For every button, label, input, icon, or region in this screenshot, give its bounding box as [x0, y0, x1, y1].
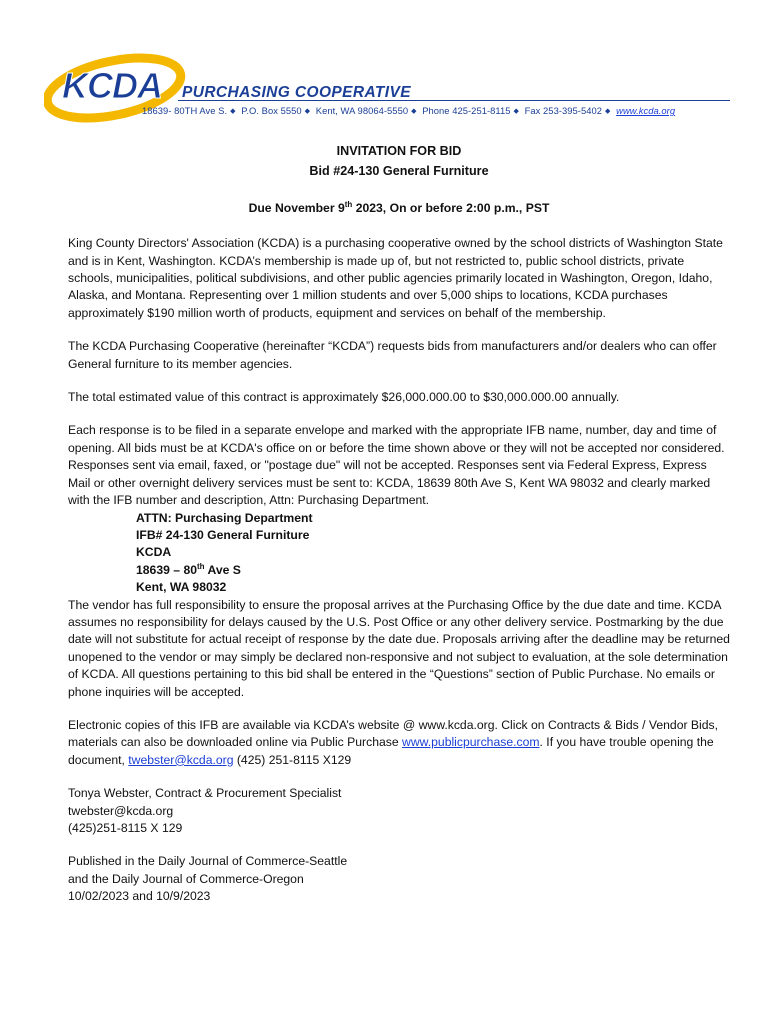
publication-dates: 10/02/2023 and 10/9/2023 [68, 889, 211, 904]
document-body [68, 140, 730, 906]
intro-paragraph: King County Directors' Association (KCDA) is a purchasing cooperative owned by the school districts of Washington State and is in Kent, Washington. KCDA’s membership is made up of, but not restricted to, public school districts, private schools, municipalities, political subdivisions, and other public agencies primarily located in Washington, Oregon, Idaho, Alaska, and Montana. Representing over 1 million students and over 5,000 ships to locations, KCDA purchases approximately $190 million worth of products, equipment and services on behalf of the membership. [68, 236, 723, 320]
diamond-separator-icon: ◆ [513, 108, 519, 115]
diamond-separator-icon: ◆ [304, 108, 311, 115]
address-pobox: P.O. Box 5550 [241, 105, 302, 116]
document-title: INVITATION FOR BID [336, 144, 462, 158]
attn-city: Kent, WA 98032 [136, 580, 227, 595]
diamond-separator-icon: ◆ [605, 108, 611, 115]
publication-line: Published in the Daily Journal of Commerce-Seattle [68, 854, 348, 869]
logo-text: KCDA [62, 65, 162, 106]
publicpurchase-link[interactable]: www.publicpurchase.com [402, 735, 540, 750]
attn-line: IFB# 24-130 General Furniture [136, 527, 310, 542]
contact-block [68, 785, 730, 837]
address-phone: Phone 425-251-8115 [422, 105, 511, 116]
attn-street: 18639 – 80th Ave S [136, 561, 241, 577]
letterhead-rule [178, 100, 730, 101]
bid-title: Bid #24-130 General Furniture [309, 164, 489, 179]
letterhead-address [142, 105, 675, 116]
responsibility-paragraph: The vendor has full responsibility to ensure the proposal arrives at the Purchasing Office by the due date and time. KCDA assumes no responsibility for delays caused by the U.S. Post Office or any other delivery service. Postmarking by the due date will not substitute for actual receipt of response by the date due. Proposals arriving after the deadline may be returned unopened to the vendor or may simply be declared non-responsive and not subject to evaluation, at the sole determination of KCDA. All questions pertaining to this bid shall be entered in the “Questions” section of Public Purchase. No emails or phone inquiries will be accepted. [68, 597, 730, 699]
diamond-separator-icon: ◆ [230, 108, 236, 115]
website-link[interactable]: www.kcda.org [616, 105, 676, 116]
address-street: 18639- 80TH Ave S. [142, 105, 228, 116]
electronic-copies-paragraph: Electronic copies of this IFB are available via KCDA’s website @ www.kcda.org. Click on Contracts & Bids / Vendor Bids, materials can also be downloaded online via Public Purchase www.publicpurchase.com. If you have trouble opening the document, twebster@kcda.org (425) 251-8115 X129 [68, 717, 719, 767]
value-paragraph: The total estimated value of this contract is approximately $26,000.000.00 to $30,000.000.00 annually. [68, 390, 620, 405]
publication-line: and the Daily Journal of Commerce-Oregon [68, 871, 304, 886]
email-link[interactable]: twebster@kcda.org [128, 752, 234, 767]
address-fax: Fax 253-395-5402 [524, 105, 603, 116]
letterhead [44, 50, 734, 125]
attn-line: ATTN: Purchasing Department [136, 510, 313, 525]
due-date: Due November 9th 2023, On or before 2:00 p.m., PST [248, 199, 550, 215]
diamond-separator-icon: ◆ [411, 108, 417, 115]
contact-name: Tonya Webster, Contract & Procurement Specialist [68, 786, 342, 801]
coop-title: PURCHASING COOPERATIVE [182, 84, 411, 101]
attn-line: KCDA [136, 545, 172, 560]
request-paragraph: The KCDA Purchasing Cooperative (hereinafter “KCDA”) requests bids from manufacturers and/or dealers who can offer General furniture to its member agencies. [68, 339, 717, 371]
address-city: Kent, WA 98064-5550 [315, 105, 409, 116]
attn-block [68, 510, 730, 597]
submission-paragraph: Each response is to be filed in a separate envelope and marked with the appropriate IFB name, number, day and time of opening. All bids must be at KCDA's office on or before the time shown above or they will not be accepted nor considered. Responses sent via email, faxed, or "postage due" will not be accepted. Responses sent via Federal Express, Express Mail or other overnight delivery services must be sent to: KCDA, 18639 80th Ave S, Kent WA 98032 and clearly marked with the IFB number and description, Attn: Purchasing Department. [68, 423, 725, 508]
contact-email: twebster@kcda.org [68, 803, 174, 818]
publication-block [68, 853, 730, 905]
contact-phone: (425)251-8115 X 129 [68, 821, 183, 835]
